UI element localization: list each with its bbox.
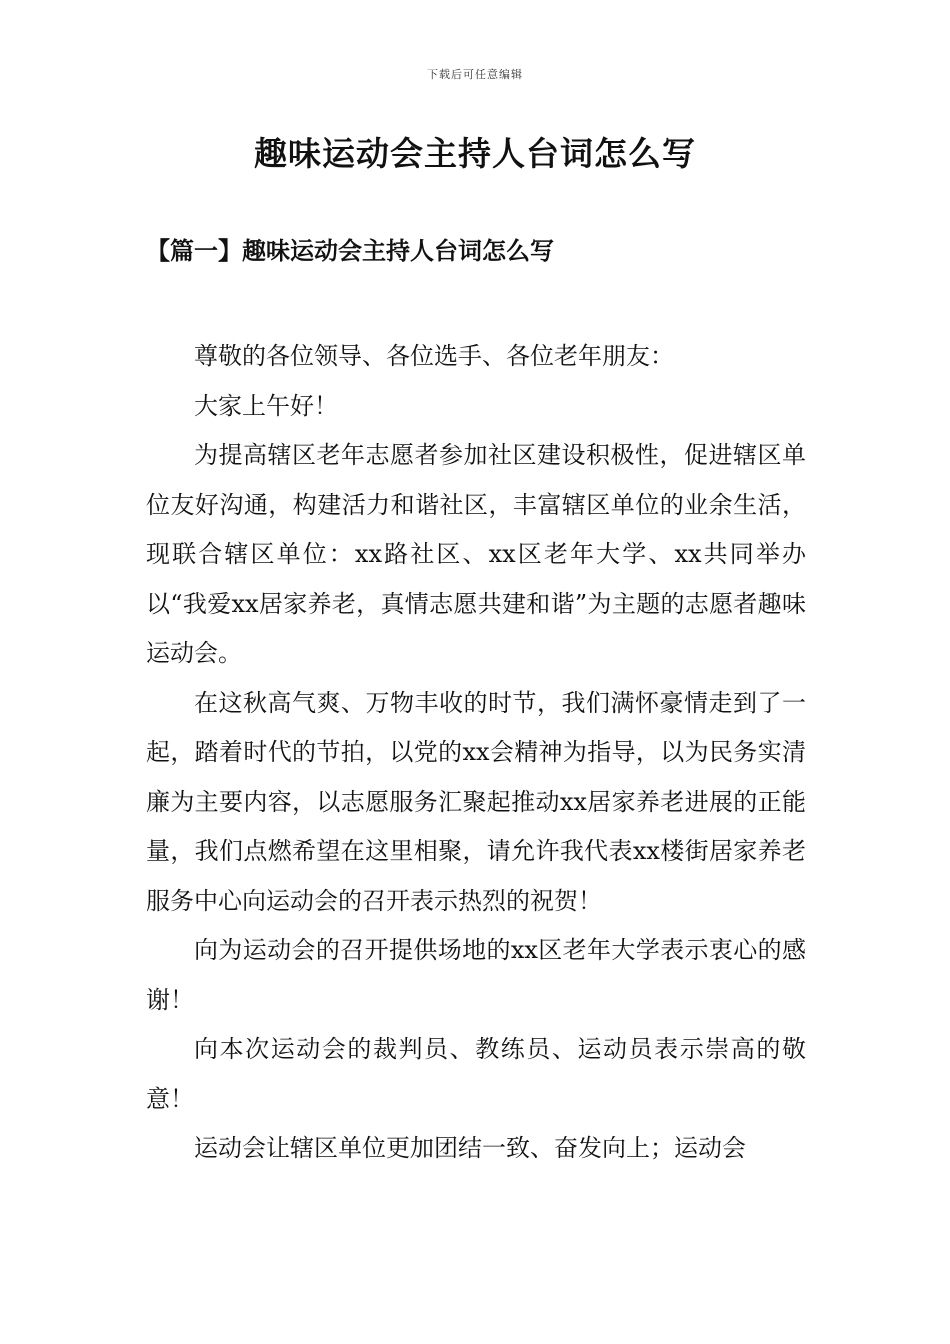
paragraph-salutation: 大家上午好！: [194, 391, 338, 420]
paragraph-purpose: 为提高辖区老年志愿者参加社区建设积极性，促进辖区单位友好沟通，构建活力和谐社区，丰富辖区单位的业余生活，现联合辖区单位：xx路社区、xx区老年大学、xx共同举办以“我爱xx居家养老，真情志愿共建和谐”为主题的志愿者趣味运动会。: [146, 441, 806, 667]
document-title: 趣味运动会主持人台词怎么写: [254, 134, 696, 173]
paragraph-occasion: 在这秋高气爽、万物丰收的时节，我们满怀豪情走到了一起，踏着时代的节拍，以党的xx会精神为指导，以为民务实清廉为主要内容，以志愿服务汇聚起推动xx居家养老进展的正能量，我们点燃希望在这里相聚，请允许我代表xx楼街居家养老服务中心向运动会的召开表示热烈的祝贺！: [146, 688, 806, 915]
header-note: 下载后可任意编辑: [427, 68, 523, 81]
paragraph-greeting: 尊敬的各位领导、各位选手、各位老年朋友：: [194, 342, 674, 370]
document-body: [146, 332, 806, 1174]
section-heading: 【篇一】趣味运动会主持人台词怎么写: [146, 236, 554, 265]
paragraph-thanks-venue: 向为运动会的召开提供场地的xx区老年大学表示衷心的感谢！: [146, 936, 806, 1014]
paragraph-continuation: 运动会让辖区单位更加团结一致、奋发向上；运动会: [194, 1134, 746, 1162]
paragraph-respect-participants: 向本次运动会的裁判员、教练员、运动员表示崇高的敬意！: [146, 1035, 806, 1113]
